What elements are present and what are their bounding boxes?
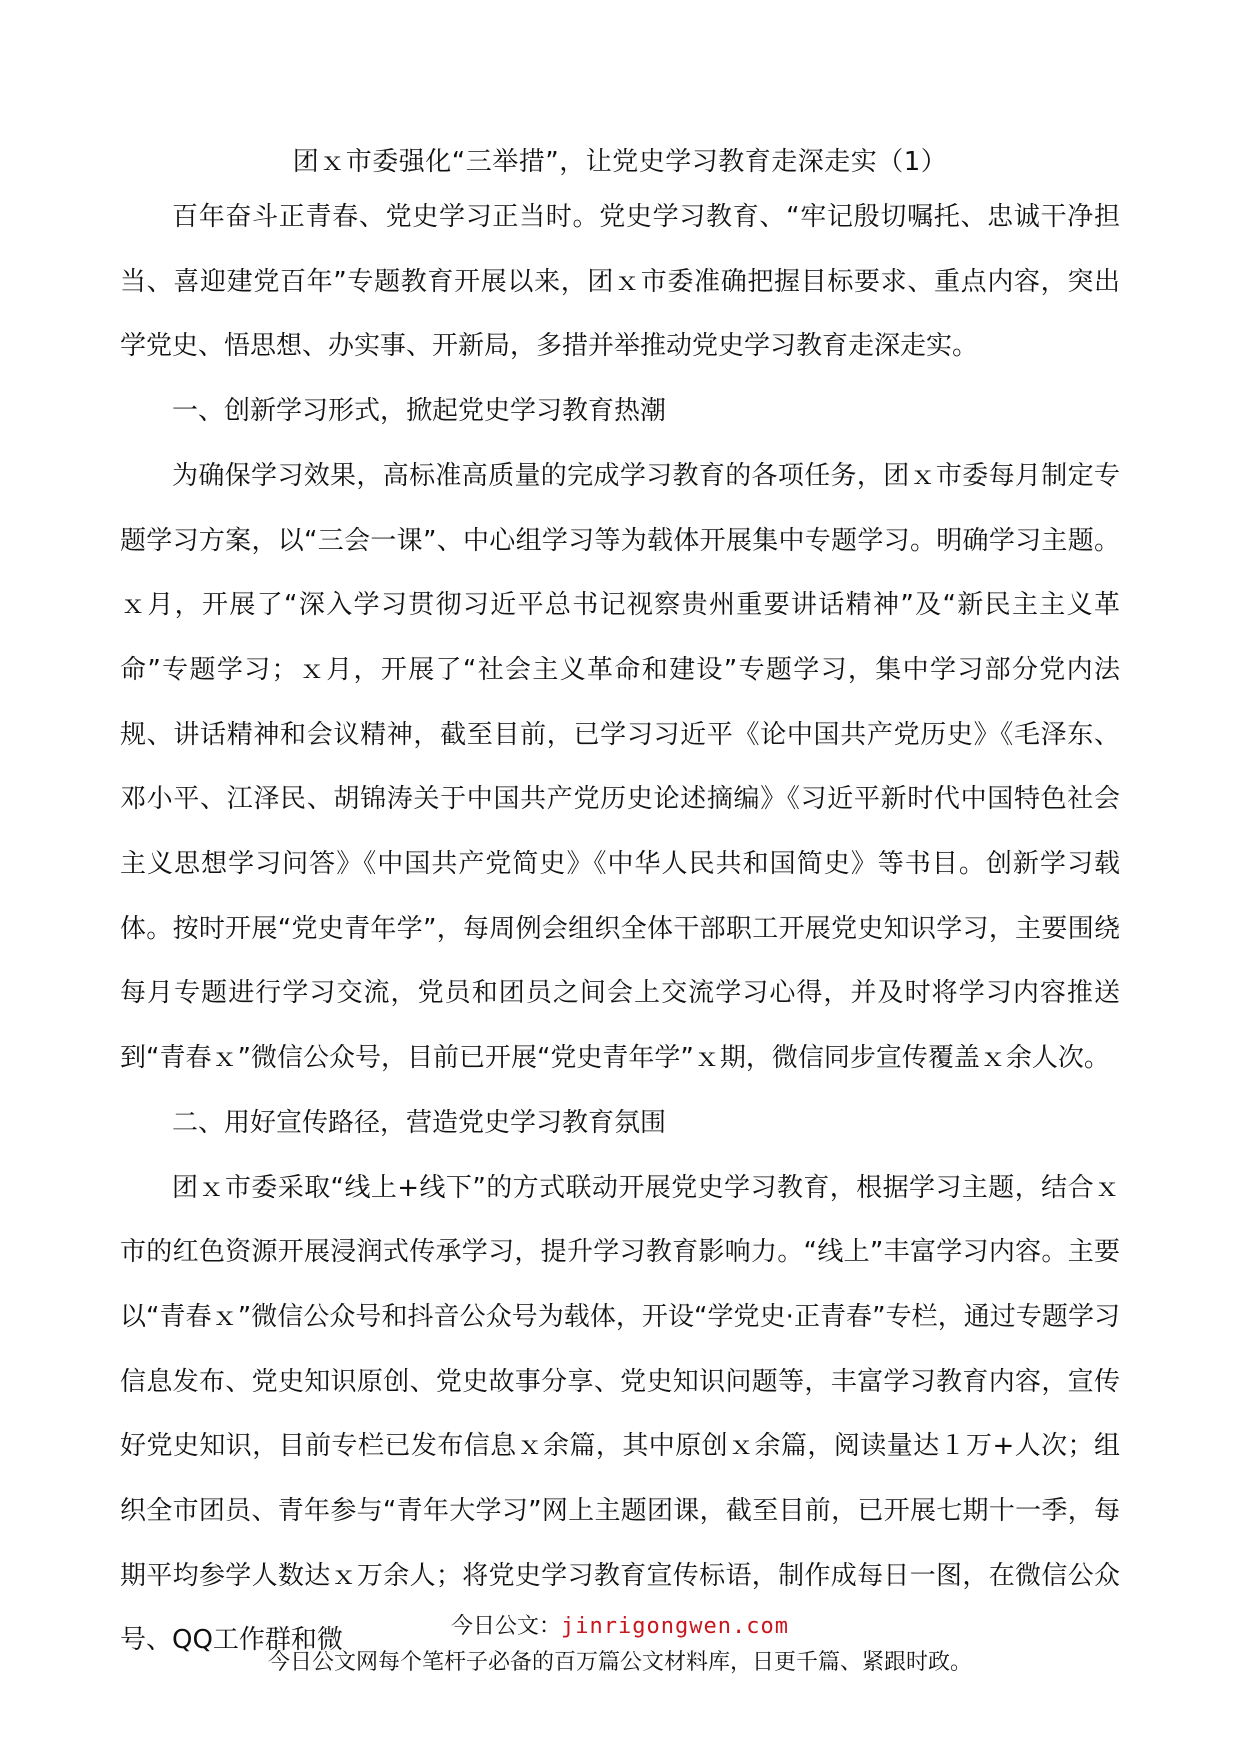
footer-site-line: [0, 1609, 1240, 1645]
paragraph-section-1: 为确保学习效果，高标准高质量的完成学习教育的各项任务，团ｘ市委每月制定专题学习方案，以“三会一课”、中心组学习等为载体开展集中专题学习。明确学习主题。ｘ月，开展了“深入学习贯彻习近平总书记视察贵州重要讲话精神”及“新民主主义革命”专题学习；ｘ月，开展了“社会主义革命和建设”专题学习，集中学习部分党内法规、讲话精神和会议精神，截至目前，已学习习近平《论中国共产党历史》《毛泽东、邓小平、江泽民、胡锦涛关于中国共产党历史论述摘编》《习近平新时代中国特色社会主义思想学习问答》《中国共产党简史》《中华人民共和国简史》等书目。创新学习载体。按时开展“党史青年学”，每周例会组织全体干部职工开展党史知识学习，主要围绕每月专题进行学习交流，党员和团员之间会上交流学习心得，并及时将学习内容推送到“青春ｘ”微信公众号，目前已开展“党史青年学”ｘ期，微信同步宣传覆盖ｘ余人次。: [120, 460, 1120, 1074]
paragraph-intro: 百年奋斗正青春、党史学习正当时。党史学习教育、“牢记殷切嘱托、忠诚干净担当、喜迎建党百年”专题教育开展以来，团ｘ市委准确把握目标要求、重点内容，突出学党史、悟思想、办实事、开新局，多措并举推动党史学习教育走深走实。: [120, 202, 1120, 362]
paragraph-section-2: 团ｘ市委采取“线上+线下”的方式联动开展党史学习教育，根据学习主题，结合ｘ市的红色资源开展浸润式传承学习，提升学习教育影响力。“线上”丰富学习内容。主要以“青春ｘ”微信公众号和抖音公众号为载体，开设“学党史·正青春”专栏，通过专题学习信息发布、党史知识原创、党史故事分享、党史知识问题等，丰富学习教育内容，宣传好党史知识，目前专栏已发布信息ｘ余篇，其中原创ｘ余篇，阅读量达１万+人次；组织全市团员、青年参与“青年大学习”网上主题团课，截至目前，已开展七期十一季，每期平均参学人数达ｘ万余人；将党史学习教育宣传标语，制作成每日一图，在微信公众号、QQ工作群和微: [120, 1172, 1120, 1656]
document-title: 团ｘ市委强化“三举措”，让党史学习教育走深走实（1）: [292, 147, 948, 177]
document-body: [120, 185, 1120, 1673]
footer-url-link[interactable]: jinrigongwen.com: [561, 1614, 789, 1639]
footer-slogan: 今日公文网每个笔杆子必备的百万篇公文材料库，日更千篇、紧跟时政。: [267, 1650, 972, 1675]
footer-label: 今日公文：: [451, 1614, 562, 1639]
section-heading-1: 一、创新学习形式，掀起党史学习教育热潮: [172, 396, 667, 427]
section-heading-2: 二、用好宣传路径，营造党史学习教育氛围: [172, 1107, 667, 1138]
